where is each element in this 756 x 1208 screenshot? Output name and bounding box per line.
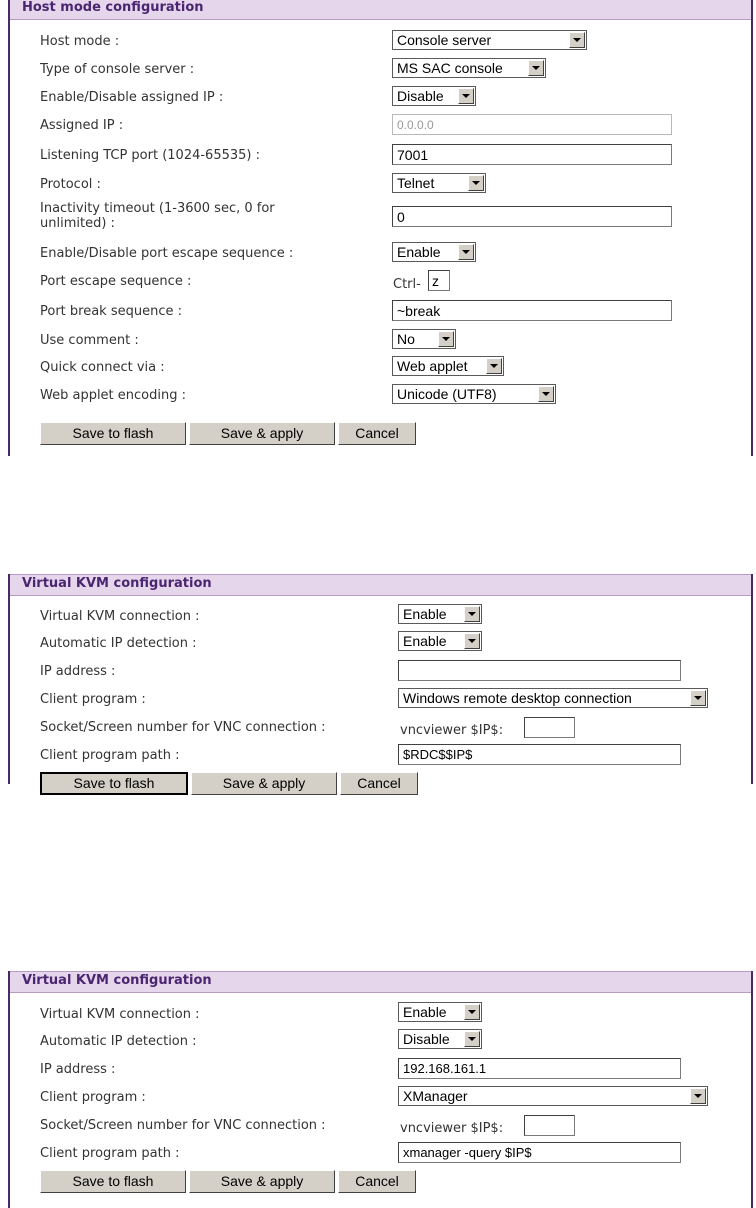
escape-sequence-input[interactable] [428,270,450,291]
escape-toggle-label: Enable/Disable port escape sequence : [40,246,294,261]
vkvm-panel-xmanager [8,971,753,1208]
console-type-select[interactable] [392,58,546,78]
break-sequence-label: Port break sequence : [40,304,182,319]
vnc-socket-label: Socket/Screen number for VNC connection : [40,1118,326,1133]
vkvm-connection-label: Virtual KVM connection : [40,1007,200,1022]
tcp-port-label: Listening TCP port (1024-65535) : [40,148,260,163]
quick-connect-label: Quick connect via : [40,360,165,375]
client-program-select[interactable] [398,1086,708,1106]
inactivity-timeout-label-cont: unlimited) : [40,216,115,231]
select-value: No [397,331,415,347]
assigned-ip-label: Assigned IP : [40,118,124,133]
chevron-down-icon[interactable] [464,606,480,622]
chevron-down-icon[interactable] [438,331,454,347]
client-program-label: Client program : [40,692,146,707]
protocol-label: Protocol : [40,177,101,192]
assigned-ip-input[interactable] [392,114,672,135]
client-program-select[interactable] [398,688,708,708]
tcp-port-input[interactable] [392,144,672,165]
chevron-down-icon[interactable] [690,690,706,706]
auto-ip-select[interactable] [398,631,482,651]
vnc-socket-input[interactable] [524,1115,575,1136]
save-and-apply-button[interactable]: Save & apply [189,422,335,445]
chevron-down-icon[interactable] [468,175,484,191]
panel-title: Virtual KVM configuration [22,973,212,988]
chevron-down-icon[interactable] [458,244,474,260]
vkvm-connection-select[interactable] [398,1002,482,1022]
assigned-ip-toggle-select[interactable] [392,86,476,106]
use-comment-label: Use comment : [40,333,139,348]
inactivity-timeout-input[interactable] [392,206,672,227]
chevron-down-icon[interactable] [690,1088,706,1104]
select-value: Enable [397,244,441,260]
chevron-down-icon[interactable] [458,88,474,104]
client-path-input[interactable] [398,744,681,765]
select-value: Unicode (UTF8) [397,386,497,402]
panel-header [10,574,751,596]
chevron-down-icon[interactable] [464,633,480,649]
host-mode-panel [8,0,753,456]
auto-ip-label: Automatic IP detection : [40,636,197,651]
select-value: Disable [397,88,444,104]
use-comment-select[interactable] [392,329,456,349]
chevron-down-icon[interactable] [464,1004,480,1020]
ip-address-input[interactable] [398,660,681,681]
vnc-prefix: vncviewer $IP$: [400,723,504,738]
auto-ip-label: Automatic IP detection : [40,1034,197,1049]
panel-header [10,0,751,20]
save-to-flash-button[interactable]: Save to flash [40,772,188,795]
panel-title: Virtual KVM configuration [22,576,212,591]
chevron-down-icon[interactable] [538,386,554,402]
vnc-prefix: vncviewer $IP$: [400,1121,504,1136]
ip-address-label: IP address : [40,1062,116,1077]
auto-ip-select[interactable] [398,1029,482,1049]
input-value: z [432,273,439,289]
client-path-label: Client program path : [40,1146,180,1161]
vnc-socket-input[interactable] [524,717,575,738]
input-value: 7001 [397,147,429,163]
select-value: Telnet [397,175,435,191]
host-mode-label: Host mode : [40,34,120,49]
select-value: Windows remote desktop connection [403,690,632,706]
input-value: ~break [397,303,441,319]
save-and-apply-button[interactable]: Save & apply [191,772,337,795]
applet-encoding-label: Web applet encoding : [40,388,186,403]
cancel-button[interactable]: Cancel [338,422,416,445]
vkvm-connection-label: Virtual KVM connection : [40,609,200,624]
panel-title: Host mode configuration [22,0,204,15]
cancel-button[interactable]: Cancel [340,772,418,795]
select-value: Console server [397,32,492,48]
input-value: xmanager -query $IP$ [403,1145,532,1160]
inactivity-timeout-label: Inactivity timeout (1-3600 sec, 0 for [40,201,275,216]
select-value: Enable [403,606,447,622]
select-value: Web applet [397,358,468,374]
client-path-label: Client program path : [40,748,180,763]
select-value: MS SAC console [397,60,503,76]
select-value: Enable [403,1004,447,1020]
ctrl-prefix: Ctrl- [393,277,421,292]
cancel-button[interactable]: Cancel [338,1170,416,1193]
applet-encoding-select[interactable] [392,384,556,404]
chevron-down-icon[interactable] [464,1031,480,1047]
quick-connect-select[interactable] [392,356,504,376]
save-to-flash-button[interactable]: Save to flash [40,1170,186,1193]
client-path-input[interactable] [398,1142,681,1163]
panel-header [10,971,751,993]
chevron-down-icon[interactable] [528,60,544,76]
vnc-socket-label: Socket/Screen number for VNC connection : [40,720,326,735]
chevron-down-icon[interactable] [569,32,585,48]
console-type-label: Type of console server : [40,62,195,77]
input-value: 192.168.161.1 [403,1061,487,1076]
host-mode-select[interactable] [392,30,587,50]
select-value: Disable [403,1031,450,1047]
protocol-select[interactable] [392,173,486,193]
ip-address-label: IP address : [40,664,116,679]
input-value: 0.0.0.0 [397,118,434,132]
vkvm-connection-select[interactable] [398,604,482,624]
vkvm-panel-rdc [8,574,753,791]
select-value: Enable [403,633,447,649]
input-value: $RDC$$IP$ [403,747,473,762]
assigned-ip-toggle-label: Enable/Disable assigned IP : [40,90,224,105]
escape-sequence-label: Port escape sequence : [40,274,192,289]
client-program-label: Client program : [40,1090,146,1105]
escape-toggle-select[interactable] [392,242,476,262]
chevron-down-icon[interactable] [486,358,502,374]
select-value: XManager [403,1088,468,1104]
input-value: 0 [397,209,405,225]
break-sequence-input[interactable] [392,300,672,321]
save-to-flash-button[interactable]: Save to flash [40,422,186,445]
ip-address-input[interactable] [398,1058,681,1079]
save-and-apply-button[interactable]: Save & apply [189,1170,335,1193]
